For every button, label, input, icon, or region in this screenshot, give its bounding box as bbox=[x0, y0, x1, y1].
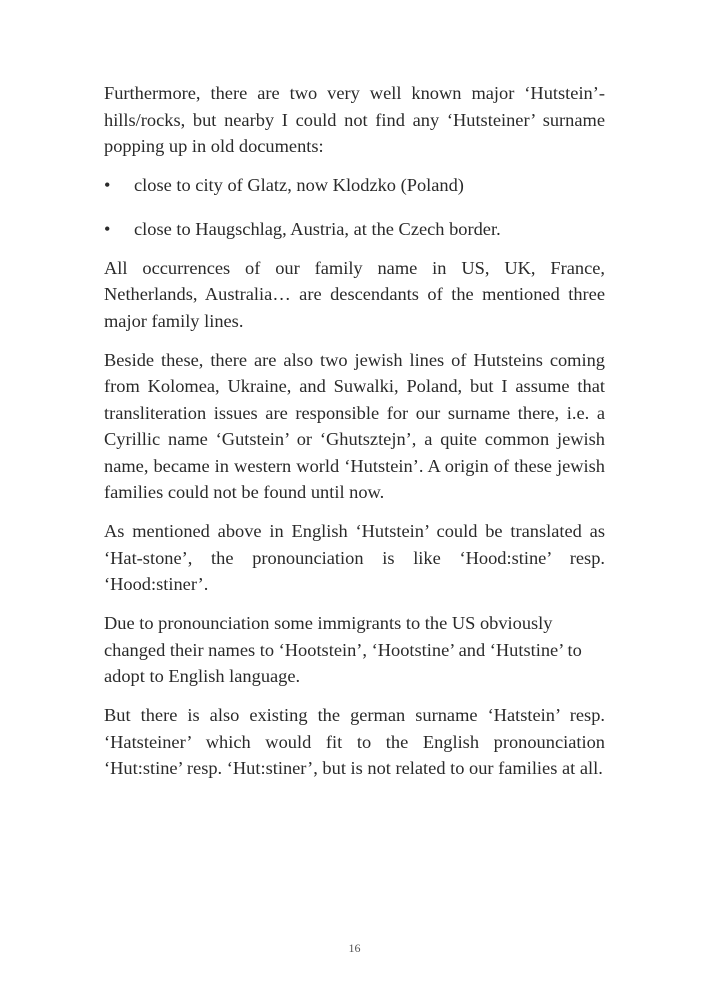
paragraph-pronunciation: As mentioned above in English ‘Hutstein’ could be translated as ‘Hat-stone’, the pronounciation is like ‘Hood:stine’ resp. ‘Hood:stiner’. bbox=[104, 521, 605, 594]
paragraph-intro: Furthermore, there are two very well known major ‘Hutstein’-hills/rocks, but nearby I could not find any ‘Hutsteiner’ surname popping up in old documents: bbox=[104, 83, 605, 156]
bullet-list bbox=[104, 172, 605, 242]
list-item-text: close to city of Glatz, now Klodzko (Poland) bbox=[134, 175, 464, 195]
paragraph-immigrants: Due to pronounciation some immigrants to the US obviously changed their names to ‘Hootstein’, ‘Hootstine’ and ‘Hutstine’ to adopt to English language. bbox=[104, 613, 582, 686]
paragraph-jewish-lines: Beside these, there are also two jewish lines of Hutsteins coming from Kolomea, Ukraine, and Suwalki, Poland, but I assume that transliteration issues are responsible for our surname there, i.e. a Cyrillic name ‘Gutstein’ or ‘Ghutsztejn’, a quite common jewish name, became in western world ‘Hutstein’. A origin of these jewish families could not be found until now. bbox=[104, 349, 605, 502]
page-number: 16 bbox=[348, 941, 361, 955]
list-item bbox=[104, 172, 605, 199]
bullet-icon: • bbox=[104, 175, 111, 195]
bullet-icon: • bbox=[104, 218, 111, 239]
list-item-text: close to Haugschlag, Austria, at the Czech border. bbox=[134, 218, 501, 239]
paragraph-occurrences: All occurrences of our family name in US, UK, France, Netherlands, Australia… are descendants of the mentioned three major family lines. bbox=[104, 257, 605, 331]
list-item bbox=[104, 216, 605, 243]
paragraph-hatstein: But there is also existing the german surname ‘Hatstein’ resp. ‘Hatsteiner’ which would fit to the English pronounciation ‘Hut:stine’ resp. ‘Hut:stiner’, but is not related to our families at all. bbox=[104, 705, 605, 778]
body-text bbox=[104, 80, 605, 794]
